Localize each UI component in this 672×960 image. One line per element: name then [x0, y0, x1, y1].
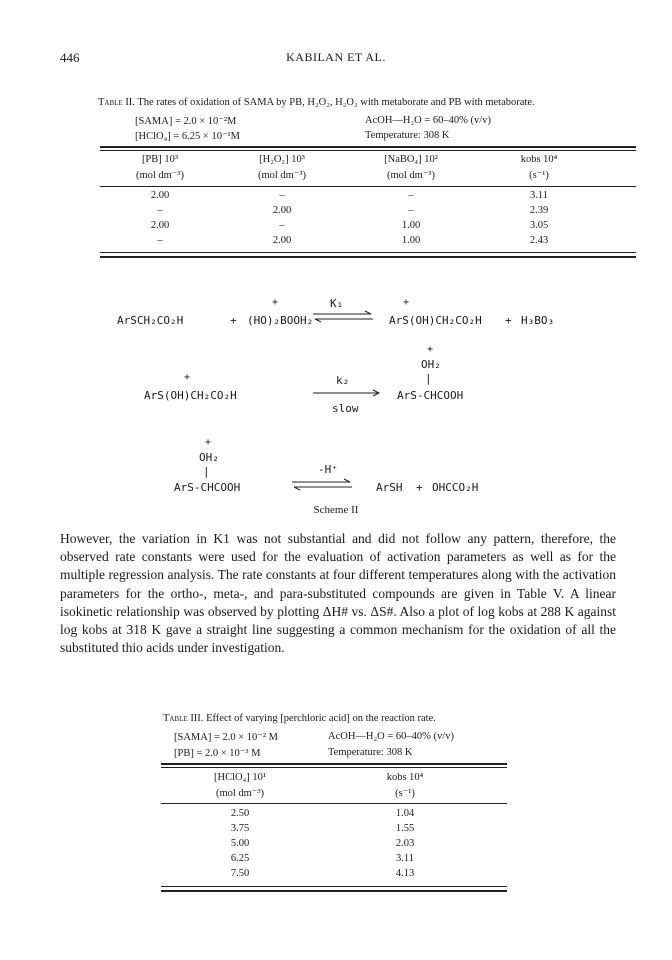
table-3-cond-pb: [PB] = 2.0 × 10⁻³ M [174, 748, 261, 759]
table-3-top-rule-2 [161, 767, 507, 768]
table-2-header-rule [100, 186, 636, 187]
table-2-cell: 2.00 [272, 235, 292, 246]
table-3-cell: 7.50 [230, 868, 250, 879]
table-2-cell: 2.39 [529, 205, 549, 216]
oxonium-product: ArS-CHCOOH [397, 389, 464, 402]
plus-operator: + [416, 481, 423, 494]
table-2-col-h2o2-h2: (mol dm⁻³) [257, 170, 307, 181]
table-2-top-rule-2 [100, 150, 636, 151]
table-3-cell: 2.03 [395, 838, 415, 849]
table-2-cell: 2.00 [272, 205, 292, 216]
oh2-group: OH₂ [421, 358, 441, 371]
scheme-caption: Scheme II [313, 504, 359, 516]
k2-label: k₂ [336, 374, 350, 387]
table-2-cell: 3.05 [529, 220, 549, 231]
body-paragraph: However, the variation in K1 was not substantial and did not follow any pattern, therefore, the observed rate constants were used for the evaluation of activation parameters as well as for the multiple regression analysis. The rate constants at four different temperatures along with the activation parameters for the ortho-, meta-, and para-substituted compounds are given in Table V. A linear isokinetic relationship was observed by plotting ΔH# vs. ΔS#. Also a plot of log kobs at 288 K against log kobs at 318 K gave a straight line suggesting a common mechanism for the oxidation of all the substituted thio acids under investigation. [60, 531, 616, 656]
sulfonium-intermediate-2: ArS(OH)CH₂CO₂H [144, 389, 237, 402]
table-2-cell: 3.11 [530, 190, 548, 201]
k1-label: K₁ [330, 297, 344, 310]
table-3-header-rule [161, 803, 507, 804]
reactant-perborate: (HO)₂BOOH₂ [247, 314, 314, 327]
table-3-col-kobs-h2: (s⁻¹) [395, 788, 415, 799]
table-3-cell: 3.75 [230, 823, 250, 834]
equilibrium-arrow-1 [311, 310, 375, 324]
table-2-cell: 2.00 [150, 220, 170, 231]
table-3-cond-solvent: AcOH—H₂O = 60–40% (v/v) [328, 731, 454, 742]
charge-plus: + [427, 344, 434, 355]
table-2-col-pb-h1: [PB] 10³ [141, 154, 179, 165]
table-2-cond-hclo4: [HClO₄] = 6.25 × 10⁻¹M [135, 131, 240, 142]
boric-acid: H₃BO₃ [521, 314, 555, 327]
table-2-top-rule [100, 146, 636, 148]
table-2-cell: – [408, 190, 414, 201]
table-3-cond-sama: [SAMA] = 2.0 × 10⁻² M [174, 732, 278, 743]
table-3-top-rule [161, 763, 507, 765]
plus-operator: + [230, 314, 237, 327]
reactant-thioacid: ArSCH₂CO₂H [117, 314, 184, 327]
table-2-cell: – [408, 205, 414, 216]
sulfonium-intermediate: ArS(OH)CH₂CO₂H [389, 314, 482, 327]
table-3-cell: 2.50 [230, 808, 250, 819]
table-3-col-hclo4-h2: (mol dm⁻³) [215, 788, 265, 799]
table-3-col-kobs-h1: kobs 10⁴ [386, 772, 424, 783]
equilibrium-arrow-3 [290, 478, 354, 492]
glyoxylic-acid: OHCCO₂H [432, 481, 479, 494]
table-3-label: Table III. [163, 713, 204, 724]
table-2-col-pb-h2: (mol dm⁻³) [135, 170, 185, 181]
table-2-bottom-rule-2 [100, 256, 636, 258]
table-2-col-nabo4-h2: (mol dm⁻³) [386, 170, 436, 181]
table-2-cell: 2.00 [150, 190, 170, 201]
table-3-cell: 5.00 [230, 838, 250, 849]
table-3-cell: 3.11 [396, 853, 414, 864]
plus-operator: + [505, 314, 512, 327]
table-2-caption-text: The rates of oxidation of SAMA by PB, H₂O₂, H₂O₂ with metaborate and PB with metaborate. [137, 97, 535, 108]
table-2-caption [98, 97, 638, 108]
table-3-bottom-rule-2 [161, 890, 507, 892]
table-3-cell: 1.04 [395, 808, 415, 819]
oxonium-reactant: ArS-CHCOOH [174, 481, 241, 494]
table-2-col-h2o2-h1: [H₂O₂] 10³ [259, 154, 305, 165]
page-number: 446 [60, 50, 80, 65]
table-2-cell: – [157, 235, 163, 246]
slow-label: slow [332, 402, 359, 415]
table-3-cell: 1.55 [395, 823, 415, 834]
table-2-cell: – [279, 190, 285, 201]
deprotonation-label: -H⁺ [318, 463, 338, 476]
table-2-cell: 2.43 [529, 235, 549, 246]
table-2-cond-solvent: AcOH—H₂O = 60–40% (v/v) [365, 115, 491, 126]
table-3-cell: 4.13 [395, 868, 415, 879]
table-2-col-kobs-h1: kobs 10⁴ [520, 154, 558, 165]
oh2-group: OH₂ [199, 451, 219, 464]
table-3-caption-text: Effect of varying [perchloric acid] on the reaction rate. [206, 713, 436, 724]
table-3-bottom-rule [161, 886, 507, 887]
table-2-bottom-rule [100, 252, 636, 253]
charge-plus: + [205, 437, 212, 448]
table-2-cond-temp: Temperature: 308 K [365, 130, 450, 141]
bond-bar: | [203, 465, 210, 478]
table-2-cell: 1.00 [401, 235, 421, 246]
table-3-caption [163, 713, 603, 724]
running-head: KABILAN ET AL. [286, 50, 386, 64]
table-3-cell: 6.25 [230, 853, 250, 864]
table-2-cell: 1.00 [401, 220, 421, 231]
charge-plus: + [184, 372, 191, 383]
table-2-col-nabo4-h1: [NaBO₄] 10² [384, 154, 438, 165]
forward-arrow-2 [311, 388, 383, 398]
table-2-cell: – [279, 220, 285, 231]
table-3-col-hclo4-h1: [HClO₄] 10¹ [213, 772, 266, 783]
thiol-product: ArSH [376, 481, 403, 494]
charge-plus: + [403, 297, 410, 308]
table-2-cond-sama: [SAMA] = 2.0 × 10⁻²M [135, 116, 237, 127]
table-2-label: Table II. [98, 97, 135, 108]
table-3-cond-temp: Temperature: 308 K [328, 747, 413, 758]
bond-bar: | [425, 372, 432, 385]
table-2-cell: – [157, 205, 163, 216]
charge-plus: + [272, 297, 279, 308]
table-2-col-kobs-h2: (s⁻¹) [529, 170, 549, 181]
